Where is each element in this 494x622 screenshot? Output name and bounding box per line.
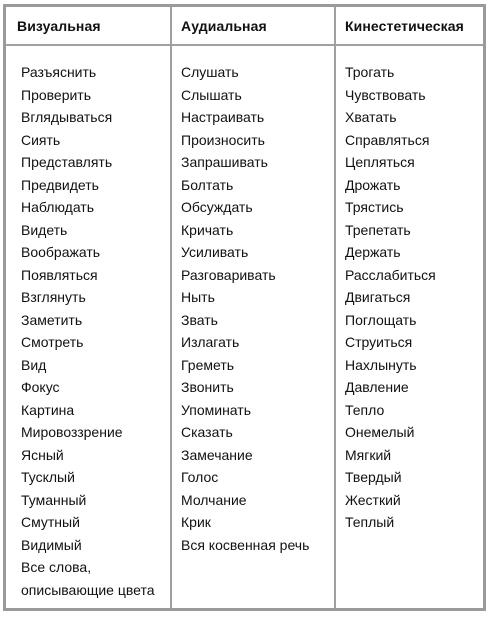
list-item: Болтать — [181, 176, 234, 193]
list-item: Взглянуть — [21, 289, 86, 305]
list-item: Обсуждать — [181, 199, 253, 215]
list-item: описывающие цвета — [21, 581, 155, 598]
list-item: Цепляться — [345, 154, 415, 170]
list-item: Тусклый — [21, 469, 75, 485]
list-item: Трястись — [345, 199, 404, 215]
list-item: Твердый — [345, 469, 402, 485]
column-divider — [170, 7, 172, 608]
list-item: Струиться — [345, 334, 413, 350]
list-item: Заметить — [21, 311, 83, 328]
list-item: Двигаться — [345, 289, 411, 305]
list-item: Упоминать — [181, 401, 251, 418]
list-item: Поглощать — [345, 311, 417, 328]
list-item: Проверить — [21, 86, 92, 103]
list-item: Запрашивать — [181, 154, 268, 170]
list-item: Голос — [181, 469, 219, 485]
list-item: Мягкий — [345, 446, 392, 463]
list-item: Звать — [181, 311, 218, 328]
list-item: Держать — [345, 244, 401, 260]
list-item: Ныть — [181, 289, 215, 305]
list-item: Смутный — [21, 514, 80, 530]
list-item: Звонить — [181, 379, 234, 395]
modality-words-table — [3, 4, 486, 611]
list-item: Смотреть — [21, 334, 84, 350]
list-item: Трепетать — [345, 221, 411, 238]
list-item: Слышать — [181, 86, 242, 103]
header-auditory: Аудиальная — [181, 18, 267, 34]
list-item: Вся косвенная речь — [181, 536, 310, 553]
header-visual: Визуальная — [17, 18, 101, 34]
list-item: Усиливать — [181, 244, 249, 260]
list-item: Туманный — [21, 491, 87, 508]
table-header-row — [6, 7, 483, 46]
list-item: Нахлынуть — [345, 356, 417, 373]
list-item: Слушать — [181, 64, 239, 80]
list-item: Дрожать — [345, 176, 401, 193]
header-kinesthetic: Кинестетическая — [345, 18, 464, 34]
list-item: Все слова, — [21, 559, 92, 575]
auditory-word-list — [181, 61, 331, 556]
list-item: Наблюдать — [21, 199, 95, 215]
list-item: Сиять — [21, 131, 61, 148]
list-item: Мировоззрение — [21, 424, 123, 440]
list-item: Жесткий — [345, 491, 401, 508]
list-item: Кричать — [181, 221, 234, 238]
list-item: Сказать — [181, 424, 233, 440]
list-item: Крик — [181, 514, 211, 530]
list-item: Воображать — [21, 244, 101, 260]
list-item: Хватать — [345, 109, 397, 125]
list-item: Чувствовать — [345, 86, 426, 103]
list-item: Расслабиться — [345, 266, 436, 283]
list-item: Трогать — [345, 64, 395, 80]
list-item: Фокус — [21, 379, 60, 395]
list-item: Видеть — [21, 221, 68, 238]
list-item: Излагать — [181, 334, 240, 350]
list-item: Представлять — [21, 154, 113, 170]
list-item: Настраивать — [181, 109, 265, 125]
list-item: Тепло — [345, 401, 385, 418]
list-item: Картина — [21, 401, 75, 418]
list-item: Теплый — [345, 514, 395, 530]
list-item: Произносить — [181, 131, 265, 148]
list-item: Давление — [345, 379, 409, 395]
list-item: Разговаривать — [181, 266, 276, 283]
list-item: Разъяснить — [21, 64, 97, 80]
column-divider — [334, 7, 336, 608]
list-item: Вид — [21, 356, 47, 373]
list-item: Справляться — [345, 131, 430, 148]
list-item: Онемелый — [345, 424, 415, 440]
list-item: Греметь — [181, 356, 235, 373]
list-item: Вглядываться — [21, 109, 113, 125]
list-item: Появляться — [21, 266, 98, 283]
list-item: Видимый — [21, 536, 82, 553]
visual-word-list — [21, 61, 169, 601]
kinesthetic-word-list — [345, 61, 483, 534]
list-item: Предвидеть — [21, 176, 99, 193]
list-item: Замечание — [181, 446, 253, 463]
list-item: Молчание — [181, 491, 247, 508]
list-item: Ясный — [21, 446, 64, 463]
